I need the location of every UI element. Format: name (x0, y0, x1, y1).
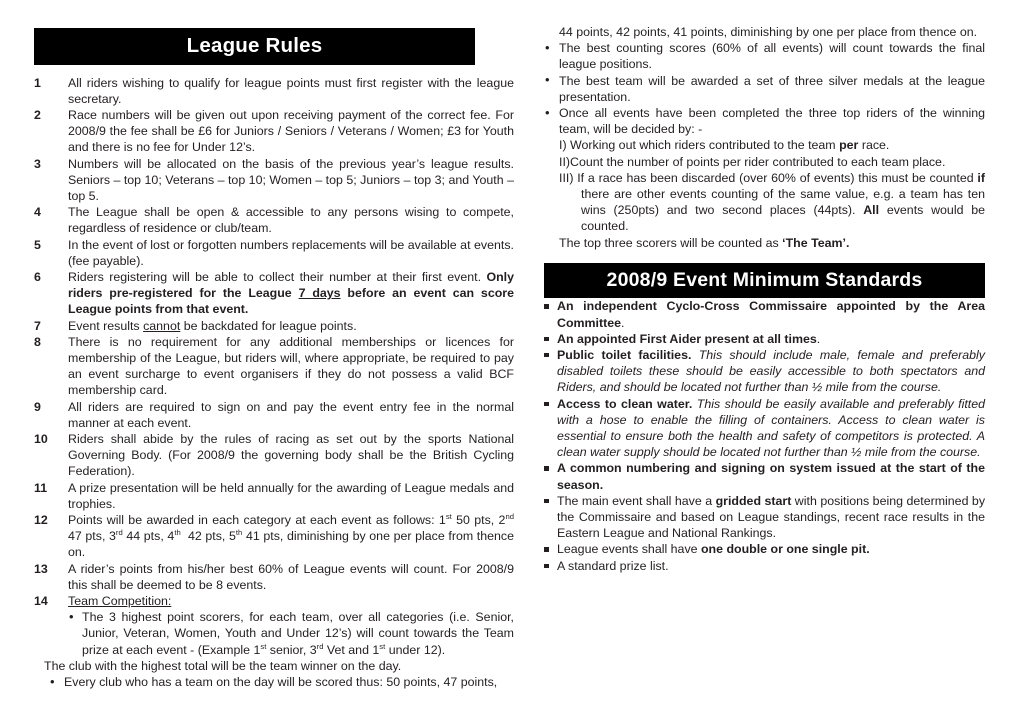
rule-text (68, 318, 514, 334)
rule-number: 9 (34, 399, 41, 414)
place-2-points: 47 pts, (68, 529, 110, 544)
rule-item-3 (34, 156, 514, 205)
rule-text: All riders wishing to qualify for league points must first register with the league secretary. (68, 75, 514, 106)
rule-number: 1 (34, 75, 41, 90)
roman-i-emphasis: per (839, 138, 859, 153)
rule-text (68, 512, 514, 561)
standard-italic-text: This should be easily available and preferably fitted with a hose to enable the filling of containers. Access to clean water is essential to ensure both the health and safety of competitors is protected. A clean water supply should be located not further than ½ mile from the course. (557, 396, 985, 460)
roman-iii-text-c: events would be counted. (581, 203, 985, 234)
left-column (34, 0, 514, 720)
rule-item-2 (34, 107, 514, 156)
standard-plain-text-b: with positions being determined by the Commissaire and based on League standings, recent race results in the Eastern League and National Rankings. (557, 493, 986, 541)
rule-text: In the event of lost or forgotten numbers replacements will be available at events. (fee payable). (68, 237, 514, 268)
rule-text (68, 269, 514, 318)
rule-item-4 (34, 204, 514, 236)
rule-text: A prize presentation will be held annually for the awarding of League medals and trophies. (68, 480, 514, 511)
team-competition-continued-list (544, 40, 985, 137)
rule-number: 12 (34, 513, 48, 527)
roman-item-ii: II)Count the number of points per rider contributed to each team place. (559, 154, 946, 169)
rule-item-13 (34, 561, 514, 593)
rule-number: 2 (34, 107, 41, 122)
rule-text: Race numbers will be given out upon receiving payment of the correct fee. For 2008/9 the fee shall be £6 for Juniors / Seniors / Veterans / Women; £3 for Youth and there is no fee for Under 12’s. (68, 107, 514, 155)
list-item: A standard prize list. (544, 558, 985, 574)
list-item: • Every club who has a team on the day will be scored thus: 50 points, 47 points, (34, 674, 514, 690)
the-team-emphasis: ‘The Team’. (782, 235, 850, 250)
standard-bold-text: gridded start (715, 493, 792, 508)
standard-bold-text: An independent Cyclo-Cross Commissaire appointed by the Area Committee (557, 299, 985, 330)
rule-item-14 (34, 593, 514, 658)
rule-item-7 (34, 318, 514, 334)
team-competition-heading: Team Competition: (68, 594, 172, 609)
points-intro: Points will be awarded in each category at each event as follows: (68, 513, 439, 527)
list-item (544, 493, 985, 542)
rule-item-9 (34, 399, 514, 431)
team-bullet-text-a: The 3 highest point scorers, for each team, over all categories (i.e. Senior, Junior, Veteran, Women, Youth and Under 12’s) will count towards the Team prize at each event - (Example 1 (82, 610, 514, 657)
rule-number: 13 (34, 561, 48, 576)
rule-text-bold: Only riders pre-registered for the League (68, 269, 514, 301)
rule-number: 5 (34, 237, 41, 252)
rule-text-part-b: be backdated for league points. (180, 318, 357, 333)
standard-plain-text: . (621, 315, 625, 330)
rule-text: All riders are required to sign on and pay the event entry fee in the normal manner at each event. (68, 399, 514, 430)
list-item (544, 331, 985, 347)
league-rules-banner: League Rules (34, 28, 475, 65)
rule-text (68, 593, 514, 658)
place-2-ordinal: nd (505, 511, 514, 521)
standard-bold-text: A common numbering and signing on system issued at the start of the season. (557, 461, 985, 492)
minimum-standards-list (544, 298, 985, 573)
rule-item-5 (34, 237, 514, 269)
list-item: • The best team will be awarded a set of three silver medals at the league presentation. (544, 73, 985, 105)
roman-item-i (559, 137, 985, 153)
example-ordinal-1: st (260, 641, 267, 651)
team-bullet-text-end: under 12). (385, 642, 446, 657)
team-bullet-text-mid: senior, 3 (266, 642, 317, 657)
list-item (544, 396, 985, 461)
list-item (68, 609, 514, 658)
list-item (544, 541, 985, 557)
rule-item-1 (34, 75, 514, 107)
top-three-scorers-line (559, 235, 985, 251)
rule-text-bold-2: before an event can score League points from that event. (68, 286, 514, 317)
standard-italic-text: This should include male, female and preferably disabled toilets these should be easily accessible to both spectators and Riders, and should be located not further than ½ mile from the course. (557, 347, 985, 395)
event-minimum-standards-banner: 2008/9 Event Minimum Standards (544, 263, 985, 298)
list-item (544, 460, 985, 492)
rule-text-part-a: Event results (68, 318, 144, 333)
list-item: • Once all events have been completed the three top riders of the winning team, will be decided by: - (544, 105, 985, 137)
standard-plain-text: . (816, 331, 821, 346)
rule-item-8 (34, 334, 514, 399)
place-1: 1 (438, 513, 446, 527)
league-rules-list (34, 75, 514, 691)
roman-iii-text-a: III) If a race has been discarded (over 60% of events) this must be counted (559, 170, 978, 185)
place-4-points: 42 pts, (180, 529, 229, 544)
roman-item-iii (559, 170, 985, 235)
rule-item-12 (34, 512, 514, 561)
standard-plain-text-a: League events shall have (557, 542, 701, 557)
rule-number: 10 (34, 431, 48, 446)
rule-text-underline: cannot (143, 318, 181, 333)
place-3-ordinal: rd (115, 528, 123, 538)
place-1-points: 50 pts, (451, 513, 499, 527)
rule-item-6 (34, 269, 514, 318)
place-4-ordinal: th (174, 528, 181, 538)
rule-text: A rider’s points from his/her best 60% of League events will count. For 2008/9 this shall be deemed to be 8 events. (68, 561, 514, 592)
rule-number: 8 (34, 334, 41, 349)
rule-text: Riders shall abide by the rules of racing as set out by the sports National Governing Body. (For 2008/9 the governing body shall be the British Cycling Federation). (68, 431, 514, 479)
rule-item-10 (34, 431, 514, 480)
roman-iii-emphasis-if: if (977, 170, 985, 185)
example-ordinal-2: rd (316, 641, 324, 651)
place-3-points: 44 pts, (122, 529, 168, 544)
rule-text-plain: Riders registering will be able to collect their number at their first event. (68, 269, 487, 284)
place-4: 4 (167, 529, 175, 544)
rule-number: 11 (34, 480, 48, 495)
team-scoring-list (34, 674, 514, 690)
roman-i-text-a: I) Working out which riders contributed to the team (559, 138, 840, 153)
rule-item-11 (34, 480, 514, 512)
place-5-points: 41 pts, diminishing by one per place from thence on. (68, 529, 514, 560)
rule-number: 6 (34, 269, 41, 284)
tiebreak-roman-list (559, 137, 985, 250)
standard-bold-text: Access to clean water. (557, 396, 693, 411)
standard-bold-text: Public toilet facilities. (557, 347, 692, 362)
team-competition-sublist (68, 609, 514, 658)
standard-plain-text-a: The main event shall have a (557, 493, 716, 508)
roman-i-text-b: race. (858, 138, 890, 153)
place-2: 2 (498, 513, 506, 527)
closing-text: The top three scorers will be counted as (559, 235, 783, 250)
list-item: • The best counting scores (60% of all events) will count towards the final league positions. (544, 40, 985, 72)
standard-bold-text: one double or one single pit. (700, 542, 870, 557)
place-5: 5 (229, 529, 236, 544)
rule-number: 14 (34, 594, 48, 609)
rule-text: There is no requirement for any additional memberships or licences for membership of the League, but riders will, where appropriate, be required to pay an event surcharge to event organisers if they do not possess a valid BCF membership card. (68, 334, 514, 398)
place-1-ordinal: st (445, 511, 452, 521)
right-column (544, 0, 985, 720)
rule-number: 3 (34, 156, 41, 171)
roman-iii-emphasis-all: All (863, 203, 880, 218)
place-3: 3 (109, 529, 116, 544)
team-bullet-text-mid2: Vet and 1 (323, 642, 380, 657)
rule-text-bold-underline: 7 days (298, 286, 341, 301)
standard-bold-text: An appointed First Aider present at all times (557, 331, 817, 346)
team-winner-line: The club with the highest total will be the team winner on the day. (44, 658, 402, 673)
roman-iii-text-b: there are other events counting of the same value, e.g. a team has ten wins (250pts) and two second places (44pts). (581, 187, 985, 218)
rule-text: The League shall be open & accessible to any persons wising to compete, regardless of residence or club/team. (68, 205, 514, 236)
rule-number: 4 (34, 205, 41, 220)
continuation-line: 44 points, 42 points, 41 points, diminishing by one per place from thence on. (559, 25, 978, 39)
rule-number: 7 (34, 318, 41, 333)
list-item (544, 298, 985, 330)
example-ordinal-3: st (379, 641, 386, 651)
rule-text: Numbers will be allocated on the basis of the previous year’s league results. Seniors – top 10; Veterans – top 10; Women – top 5; Juniors – top 3; and Youth – top 5. (68, 156, 514, 203)
place-5-ordinal: th (235, 528, 243, 538)
list-item (544, 347, 985, 396)
